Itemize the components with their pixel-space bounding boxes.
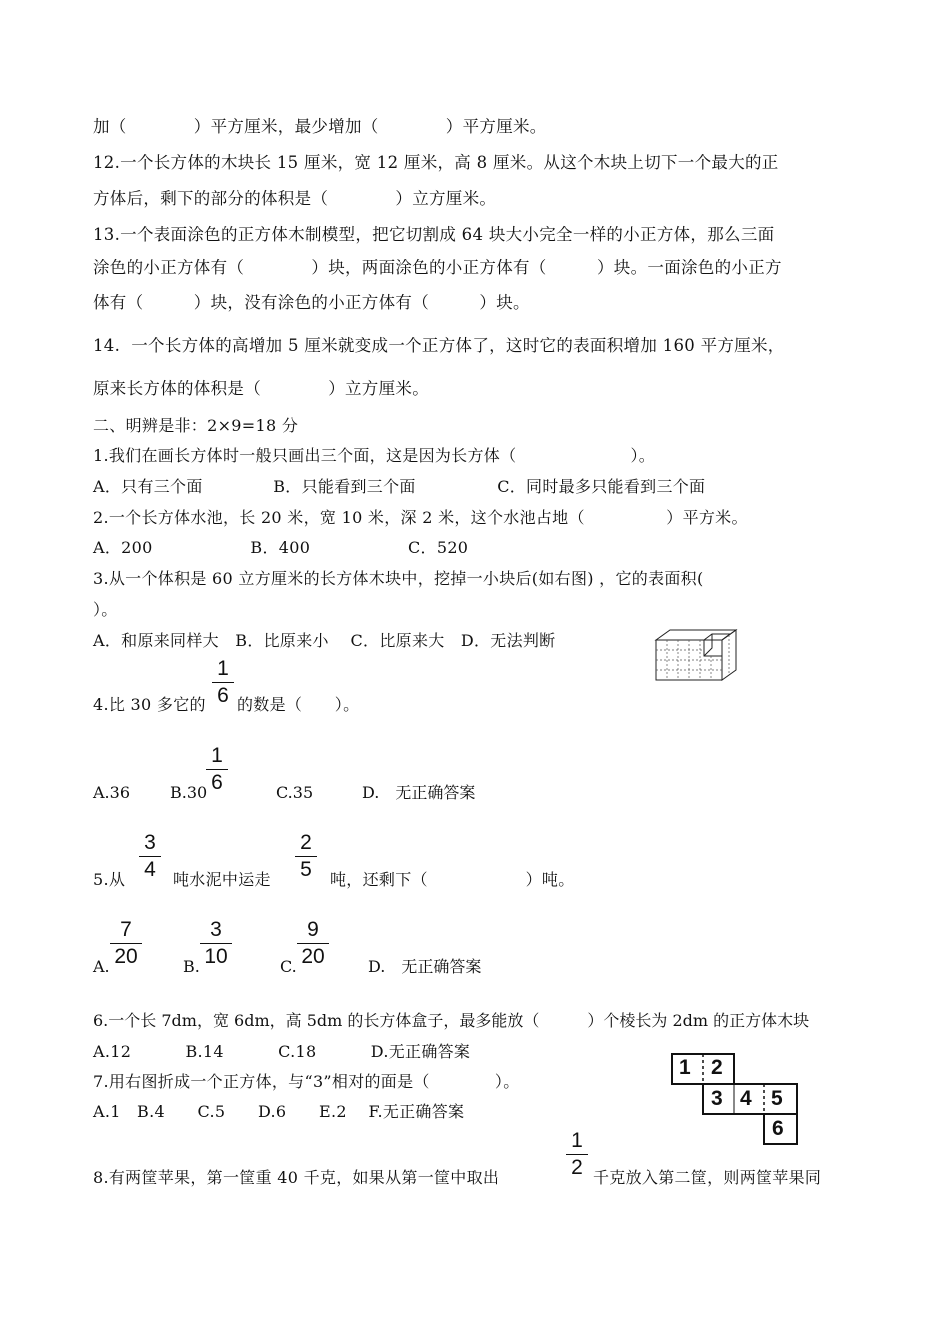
net-cell-5: 5	[771, 1087, 783, 1110]
net-cell-1: 1	[679, 1056, 691, 1079]
q8-fraction: 1 2	[566, 1130, 588, 1179]
s2-q7-options: A.1 B.4 C.5 D.6 E.2 F.无正确答案	[93, 1102, 465, 1121]
q5-fraction-1: 3 4	[139, 832, 161, 881]
q5-option-b-fraction: 3 10	[200, 919, 232, 968]
s2-q3-line-1: 3.从一个体积是 60 立方厘米的长方体木块中，挖掉一小块后(如右图) ，它的表面积(	[93, 569, 704, 588]
s2-q6-options: A.12 B.14 C.18 D.无正确答案	[93, 1042, 471, 1061]
net-cell-3: 3	[711, 1087, 723, 1110]
fill-line-1: 加（ ）平方厘米，最少增加（ ）平方厘米。	[93, 117, 547, 136]
s2-q5-middle: 吨水泥中运走	[173, 870, 271, 889]
cuboid-cutout-figure	[652, 626, 740, 682]
s2-q4-prefix: 4.比 30 多它的	[93, 695, 206, 714]
cube-net-figure	[671, 1053, 811, 1145]
q4-fraction: 1 6	[212, 658, 234, 707]
s2-q8-suffix: 千克放入第二筐，则两筐苹果同	[593, 1168, 822, 1187]
net-cell-2: 2	[711, 1056, 723, 1079]
s2-q1: 1.我们在画长方体时一般只画出三个面，这是因为长方体（ ）。	[93, 446, 656, 465]
q5-option-d: D. 无正确答案	[368, 957, 482, 976]
q14-line-2: 原来长方体的体积是（ ）立方厘米。	[93, 379, 429, 398]
s2-q2: 2.一个长方体水池，长 20 米，宽 10 米，深 2 米，这个水池占地（ ）平方米。	[93, 508, 748, 527]
q5-fraction-2: 2 5	[295, 832, 317, 881]
s2-q5-prefix: 5.从	[93, 870, 126, 889]
s2-q3-line-2: ）。	[93, 600, 118, 619]
q4-option-b-fraction: 1 6	[206, 745, 228, 794]
q13-line-1: 13.一个表面涂色的正方体木制模型，把它切割成 64 块大小完全一样的小正方体，那么三面	[93, 225, 775, 244]
q5-option-a-fraction: 7 20	[110, 919, 142, 968]
s2-q1-options: A．只有三个面 B．只能看到三个面 C．同时最多只能看到三个面	[93, 477, 706, 496]
q4-option-b: B.30	[170, 783, 208, 802]
q14-line-1: 14. 一个长方体的高增加 5 厘米就变成一个正方体了，这时它的表面积增加 160 平方厘米，	[93, 336, 785, 355]
s2-q2-options: A．200 B．400 C．520	[93, 538, 469, 557]
q5-option-b: B.	[183, 957, 200, 976]
net-cell-4: 4	[740, 1087, 752, 1110]
s2-q3-options: A．和原来同样大 B．比原来小 C．比原来大 D．无法判断	[93, 631, 556, 650]
s2-q6: 6.一个长 7dm，宽 6dm，高 5dm 的长方体盒子，最多能放（ ）个棱长为 2dm 的正方体木块	[93, 1011, 810, 1030]
s2-q5-suffix: 吨，还剩下（ ）吨。	[330, 870, 575, 889]
q13-line-2: 涂色的小正方体有（ ）块，两面涂色的小正方体有（ ）块。一面涂色的小正方	[93, 258, 782, 277]
s2-q4-suffix: 的数是（ ）。	[237, 695, 360, 714]
q4-option-d: D. 无正确答案	[362, 783, 476, 802]
q5-option-a: A.	[93, 957, 110, 976]
s2-q8-prefix: 8.有两筐苹果，第一筐重 40 千克，如果从第一筐中取出	[93, 1168, 500, 1187]
s2-q7: 7.用右图折成一个正方体，与“3”相对的面是（ ）。	[93, 1072, 520, 1091]
q13-line-3: 体有（ ）块，没有涂色的小正方体有（ ）块。	[93, 293, 530, 312]
q5-option-c: C.	[280, 957, 297, 976]
q12-line-1: 12.一个长方体的木块长 15 厘米，宽 12 厘米，高 8 厘米。从这个木块上切下一个最大的正	[93, 153, 779, 172]
q12-line-2: 方体后，剩下的部分的体积是（ ）立方厘米。	[93, 189, 497, 208]
section2-title: 二、明辨是非：2×9=18 分	[93, 416, 299, 435]
q4-option-c: C.35	[276, 783, 314, 802]
q4-option-a: A.36	[93, 783, 130, 802]
net-cell-6: 6	[772, 1117, 784, 1140]
q5-option-c-fraction: 9 20	[297, 919, 329, 968]
